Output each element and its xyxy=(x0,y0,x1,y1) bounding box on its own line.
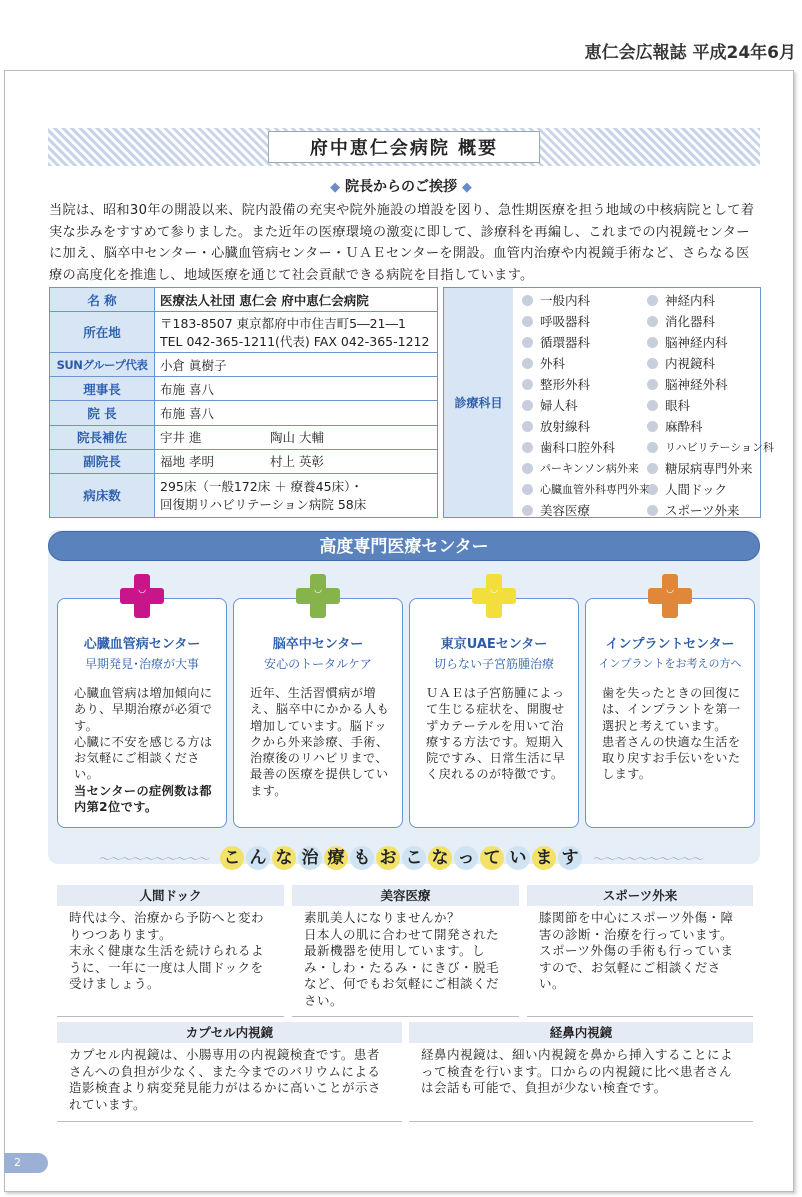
treatment-body-line: 経鼻内視鏡は、細い内視鏡を鼻から挿入することによって検査を行います。口からの内視鏡に比べ患者さんは会話も可能で、負担が少ない検査です。 xyxy=(421,1047,734,1095)
cross-mascot-icon xyxy=(296,574,340,618)
treatment-body xyxy=(57,906,284,997)
info-value xyxy=(155,473,438,517)
departments-label: 診療科目 xyxy=(444,288,513,517)
center-body-line: ＵＡＥは子宮筋腫によって生じる症状を、開腹せずカテーテルを用いて治療する方法です。短期入院ですみ、日常生活に早く戻れるのが特徴です。 xyxy=(426,686,566,782)
center-body xyxy=(602,685,742,783)
department-item: 糖尿病専門外来 xyxy=(647,458,774,479)
treatment-box xyxy=(57,1022,402,1122)
treatment-body xyxy=(527,906,753,997)
person: 陶山 大輔 xyxy=(270,430,324,446)
treatment-box xyxy=(57,885,284,1017)
info-value: 布施 喜八 xyxy=(155,401,438,425)
department-item: 整形外科 xyxy=(522,374,650,395)
treatment-body xyxy=(57,1043,402,1117)
info-key: 院長補佐 xyxy=(50,425,155,449)
department-list xyxy=(522,290,650,521)
center-title: 脳卒中センター xyxy=(272,637,364,652)
title-char: 療 xyxy=(324,846,348,870)
info-key: SUNグループ代表 xyxy=(50,353,155,377)
swirl-ornament-icon: ～～～～～～～～～～ xyxy=(593,851,704,866)
title-char: て xyxy=(480,846,504,870)
info-value: 小倉 眞樹子 xyxy=(155,353,438,377)
department-item: 歯科口腔外科 xyxy=(522,437,650,458)
title-char: こ xyxy=(220,846,244,870)
diamond-icon: ◆ xyxy=(461,180,472,195)
title-char: お xyxy=(376,846,400,870)
center-title: 心臓血管病センター xyxy=(83,637,201,652)
title-char: 治 xyxy=(298,846,322,870)
page-number: 2 xyxy=(4,1153,48,1173)
greeting-heading xyxy=(0,176,802,196)
treatment-body-line: 膝関節を中心にスポーツ外傷・障害の診断・治療を行っています。 xyxy=(539,910,734,942)
center-body-line: 患者さんの快適な生活を取り戻すお手伝いをいたします。 xyxy=(602,734,741,782)
greeting-text: 当院は、昭和30年の開設以来、院内設備の充実や院外施設の増設を図り、急性期医療を担う地域の中核病院として着実な歩みをすすめて参りました。また近年の医療環境の激変に即して、診療科を再編し、これまでの内視鏡センターに加え、脳卒中センター・心臓血管病センター・ＵＡＥセンターを開設。血管内治療や内視鏡手術など、さらなる医療の高度化を推進し、地域医療を通じて社会貢献できる病院を目指しています。 xyxy=(49,203,755,283)
info-value: 布施 喜八 xyxy=(155,377,438,401)
person: 福地 孝明 xyxy=(160,454,214,470)
treatment-body-line: 日本人の肌に合わせて開発された最新機器を使用しています。しみ・しわ・たるみ・にきび・脱毛など、何でもお気軽にご相談ください。 xyxy=(304,926,500,1008)
treatment-title: カプセル内視鏡 xyxy=(57,1022,402,1043)
center-body xyxy=(426,685,566,783)
department-item: 神経内科 xyxy=(647,290,774,311)
treatment-body-line: スポーツ外傷の手術も行っていますので、お気軽にご相談ください。 xyxy=(539,943,734,991)
department-item: 心臓血管外科専門外来 xyxy=(522,479,650,500)
phone-line: TEL 042-365-1211(代表) FAX 042-365-1212 xyxy=(160,334,430,350)
title-char: こ xyxy=(402,846,426,870)
hospital-info-table xyxy=(49,287,438,518)
cross-mascot-icon xyxy=(648,574,692,618)
department-item: 眼科 xyxy=(647,395,774,416)
center-title: インプラントセンター xyxy=(605,637,735,652)
title-char: い xyxy=(506,846,530,870)
center-body xyxy=(74,685,214,815)
face-icon: ◡ xyxy=(490,585,498,595)
center-body-line: 近年、生活習慣病が増え、脳卒中にかかる人も増加しています。脳ドックから外来診療、手術、治療後のリハビリまで、最善の医療を提供しています。 xyxy=(250,686,390,798)
department-item: 外科 xyxy=(522,353,650,374)
beds-line: 295床（一般172床 ＋ 療養45床）・ xyxy=(160,479,363,495)
department-list xyxy=(647,290,774,521)
swirl-ornament-icon: ～～～～～～～～～～ xyxy=(98,851,209,866)
info-key: 院 長 xyxy=(50,401,155,425)
center-subtitle: 切らない子宮筋腫治療 xyxy=(433,657,554,671)
face-icon: ◡ xyxy=(138,585,146,595)
center-body-line: 歯を失ったときの回復には、インプラントを第一選択と考えています。 xyxy=(602,686,741,733)
department-item: 婦人科 xyxy=(522,395,650,416)
info-key: 理事長 xyxy=(50,377,155,401)
info-key: 名 称 xyxy=(50,288,155,312)
diamond-icon: ◆ xyxy=(330,180,341,195)
department-item: 脳神経外科 xyxy=(647,374,774,395)
treatment-body-line: カプセル内視鏡は、小腸専用の内視鏡検査です。患者さんへの負担が少なく、また今までのバリウムによる造影検査より病変発見能力がはるかに高いことが示されています。 xyxy=(69,1047,382,1112)
face-icon: ◡ xyxy=(666,585,674,595)
info-key: 病床数 xyxy=(50,473,155,517)
face-icon: ◡ xyxy=(314,585,322,595)
department-item: 美容医療 xyxy=(522,500,650,521)
title-char: ん xyxy=(246,846,270,870)
center-subtitle: 安心のトータルケア xyxy=(264,657,372,671)
department-item: リハビリテーション科 xyxy=(647,437,774,458)
title-char: な xyxy=(428,846,452,870)
address-line: 〒183-8507 東京都府中市住吉町5―21―1 xyxy=(160,316,406,332)
center-body-line: 心臓に不安を感じる方はお気軽にご相談ください。 xyxy=(74,734,213,782)
treatment-title: スポーツ外来 xyxy=(527,885,753,906)
info-value xyxy=(155,425,438,449)
treatment-box xyxy=(292,885,519,1017)
treatments-title xyxy=(219,846,583,870)
beds-line: 回復期リハビリテーション病院 58床 xyxy=(160,497,367,513)
cross-mascot-icon xyxy=(472,574,516,618)
treatment-box xyxy=(527,885,753,1017)
center-card xyxy=(57,598,227,828)
center-subtitle: インプラントをお考えの方へ xyxy=(598,657,742,670)
department-item: 呼吸器科 xyxy=(522,311,650,332)
center-card xyxy=(233,598,403,828)
department-item: 人間ドック xyxy=(647,479,774,500)
person: 村上 英彰 xyxy=(270,454,324,470)
department-item: 放射線科 xyxy=(522,416,650,437)
newsletter-header: 恵仁会広報誌 平成24年6月 xyxy=(584,43,796,63)
treatment-body xyxy=(409,1043,753,1101)
treatment-title: 経鼻内視鏡 xyxy=(409,1022,753,1043)
center-body xyxy=(250,685,390,799)
treatment-body-line: 末永く健康な生活を続けられるように、一年に一度は人間ドックを受けましょう。 xyxy=(69,943,265,991)
info-key: 副院長 xyxy=(50,449,155,473)
treatment-body-line: 時代は今、治療から予防へと変わりつつあります。 xyxy=(69,910,265,942)
cross-mascot-icon xyxy=(120,574,164,618)
department-item: 一般内科 xyxy=(522,290,650,311)
treatment-body-line: 素肌美人になりませんか？ xyxy=(304,910,461,925)
center-title: 東京UAEセンター xyxy=(440,637,548,652)
treatment-title: 美容医療 xyxy=(292,885,519,906)
person: 宇井 進 xyxy=(160,430,202,446)
title-char: な xyxy=(272,846,296,870)
title-char: っ xyxy=(454,846,478,870)
treatments-heading xyxy=(0,846,802,870)
department-item: スポーツ外来 xyxy=(647,500,774,521)
center-card xyxy=(585,598,755,828)
department-item: 麻酔科 xyxy=(647,416,774,437)
center-body-line: 心臓血管病は増加傾向にあり、早期治療が必須です。 xyxy=(74,686,213,733)
info-key: 所在地 xyxy=(50,312,155,353)
department-item: パーキンソン病外来 xyxy=(522,458,650,479)
treatment-box xyxy=(409,1022,753,1122)
title-char: ま xyxy=(532,846,556,870)
treatment-title: 人間ドック xyxy=(57,885,284,906)
department-item: 脳神経内科 xyxy=(647,332,774,353)
info-value: 医療法人社団 恵仁会 府中恵仁会病院 xyxy=(155,288,438,312)
greeting-title: 院長からのご挨拶 xyxy=(345,179,457,195)
info-value xyxy=(155,312,438,353)
departments-box xyxy=(443,287,775,518)
department-item: 循環器科 xyxy=(522,332,650,353)
center-highlight: 当センターの症例数は都内第2位です。 xyxy=(74,783,212,815)
center-card xyxy=(409,598,579,828)
center-subtitle: 早期発見･治療が大事 xyxy=(84,657,199,671)
info-value xyxy=(155,449,438,473)
page-title: 府中恵仁会病院 概要 xyxy=(268,131,540,163)
centers-title: 高度専門医療センター xyxy=(48,531,760,561)
treatment-body xyxy=(292,906,519,1013)
department-item: 内視鏡科 xyxy=(647,353,774,374)
title-char: す xyxy=(558,846,582,870)
title-char: も xyxy=(350,846,374,870)
department-item: 消化器科 xyxy=(647,311,774,332)
